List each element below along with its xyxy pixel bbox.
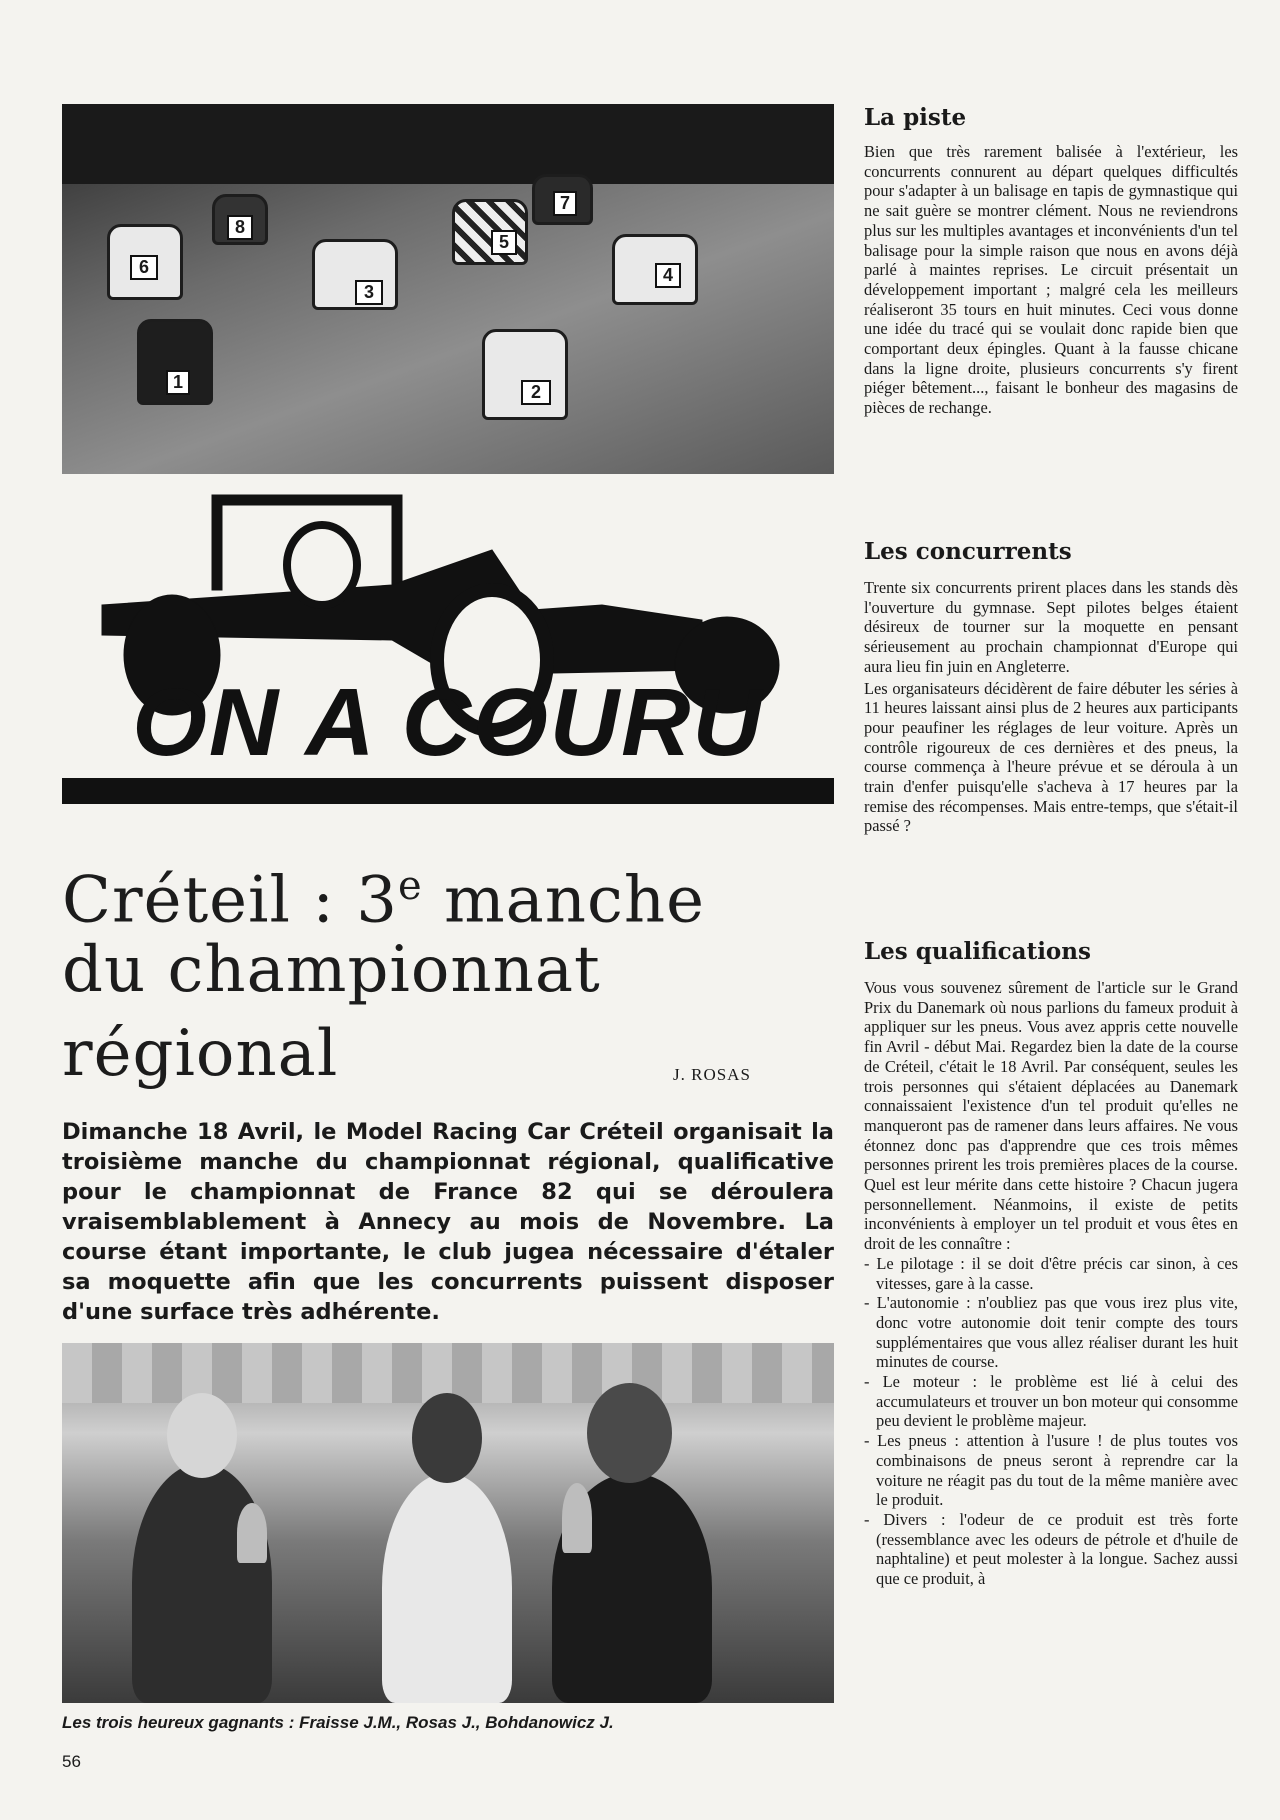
car-number: 2 — [521, 380, 551, 405]
race-cars-photo — [62, 104, 834, 474]
paragraph: Vous vous souvenez sûrement de l'article sur le Grand Prix du Danemark où nous parlions du fameux produit à appliquer sur les pneus. Vous avez appris cette nouvelle fin Avril - début Mai. Regardez bien la date de la course de Créteil, c'était le 18 Avril. Par conséquent, seules les trois personnes qui s'étaient déplacées au Danemark connaissaient l'existence d'un tel produit qu'elles ne manqueront pas de ramener dans leurs affaires. Ne vous étonnez donc pas d'apprendre que ces trois mêmes personnes prirent les trois premières places de la course. Quel est leur mérite dans cette histoire ? Chacun jugera personnellement. Néanmoins, il existe de petits inconvénients à employer un tel produit et vous êtes en droit de les connaître : — [864, 978, 1238, 1254]
winners-photo — [62, 1343, 834, 1703]
article-title-text: manche — [422, 863, 705, 938]
section-heading-piste: La piste — [864, 104, 967, 131]
photo-background-wall — [62, 104, 834, 184]
trophy-icon — [237, 1503, 267, 1563]
section-text-qualifications — [864, 978, 1238, 1589]
article-title-line-1 — [62, 848, 782, 938]
race-car — [312, 239, 398, 310]
car-number: 4 — [655, 263, 681, 288]
list-item: - Les pneus : attention à l'usure ! de plus toutes vos combinaisons de pneus seront à reprendre car la voiture ne réagit pas du tout de la même manière avec le produit. — [864, 1431, 1238, 1510]
section-heading-qualifications: Les qualifications — [864, 938, 1091, 965]
article-title-line-3: régional — [62, 1017, 339, 1091]
article-title-superscript: e — [397, 863, 423, 909]
car-number: 1 — [166, 370, 190, 395]
list-item: - Le pilotage : il se doit d'être précis car sinon, à ces vitesses, gare à la casse. — [864, 1254, 1238, 1293]
paragraph: Trente six concurrents prirent places dans les stands dès l'ouverture du gymnase. Sept pilotes belges étaient désireux de tourner sur la moquette en pensant sérieusement au prochain championnat d'Europe qui aura lieu fin juin en Angleterre. — [864, 578, 1238, 676]
winner-face — [412, 1393, 482, 1483]
winner-person — [382, 1473, 512, 1703]
winner-face — [587, 1383, 672, 1483]
article-title-line-2: du championnat — [62, 933, 601, 1007]
section-text-concurrents — [864, 578, 1238, 836]
svg-text:ON A COURU: ON A COURU — [132, 669, 764, 776]
car-number: 3 — [355, 280, 383, 305]
car-number: 6 — [130, 255, 158, 280]
race-car — [482, 329, 568, 420]
article-title-text: Créteil : 3 — [62, 863, 398, 938]
car-number: 7 — [553, 191, 577, 216]
race-car — [212, 194, 268, 245]
winner-face — [167, 1393, 237, 1478]
list-item: - Le moteur : le problème est lié à celui des accumulateurs et trouver un bon moteur qui consomme peu devient le problème majeur. — [864, 1372, 1238, 1431]
race-car — [612, 234, 698, 305]
inconvenients-list — [864, 1254, 1238, 1589]
list-item: - Divers : l'odeur de ce produit est très forte (ressemblance avec les odeurs de pétrole et d'huile de naphtaline) et peut molester à la longue. Sachez aussi que ce produit, à — [864, 1510, 1238, 1589]
author-byline: J. ROSAS — [673, 1065, 751, 1084]
race-car — [532, 174, 593, 225]
lead-paragraph: Dimanche 18 Avril, le Model Racing Car Créteil organisait la troisième manche du championnat régional, qualificative pour le championnat de France 82 qui se déroulera vraisemblablement à Annecy au mois de Novembre. La course étant importante, le club jugea nécessaire d'étaler sa moquette afin que les concurrents puissent disposer d'une surface très adhérente. — [62, 1119, 834, 1325]
paragraph: Les organisateurs décidèrent de faire débuter les séries à 11 heures laissant ainsi plus de 2 heures aux participants pour peaufiner les réglages de leur voiture. Après un contrôle rigoureux de ces dernières et des pneus, la course commença à l'heure prévue et se déroula à un train d'enfer puisqu'elle s'acheva à 17 heures par la remise des récompenses. Mais entre-temps, que s'était-il passé ? — [864, 678, 1238, 836]
trophy-icon — [562, 1483, 592, 1553]
section-text-piste: Bien que très rarement balisée à l'extérieur, les concurrents connurent au départ quelques difficultés pour s'adapter à un balisage en tapis de gymnastique qui ne sait guère se montrer clément. Nous ne reviendrons plus sur les multiples avantages et inconvénients d'un tel balisage pour la simple raison que nous en avons déjà parlé à maintes reprises. Le circuit présentait un développement important ; malgré cela les meilleurs réaliseront 35 tours en huit minutes. Ceci vous donne une idée du tracé qui se voulait donc rapide bien que comportant deux épingles. Quant à la fausse chicane dans la ligne droite, plusieurs concurrents s'y firent piéger bêtement..., faisant le bonheur des magasins de pièces de rechange. — [864, 142, 1238, 418]
race-car — [452, 199, 528, 265]
car-number: 8 — [227, 215, 253, 240]
car-number: 5 — [491, 230, 517, 255]
winner-person — [132, 1463, 272, 1703]
section-heading-concurrents: Les concurrents — [864, 538, 1072, 565]
photo-caption: Les trois heureux gagnants : Fraisse J.M., Rosas J., Bohdanowicz J. — [62, 1713, 614, 1732]
race-car — [107, 224, 183, 300]
on-a-couru-logo — [62, 490, 834, 840]
list-item: - L'autonomie : n'oubliez pas que vous irez plus vite, donc votre autonomie doit tenir compte des tours supplémentaires que vous allez réaliser durant les huit minutes de course. — [864, 1293, 1238, 1372]
page-number: 56 — [62, 1752, 81, 1771]
race-car — [137, 319, 213, 405]
